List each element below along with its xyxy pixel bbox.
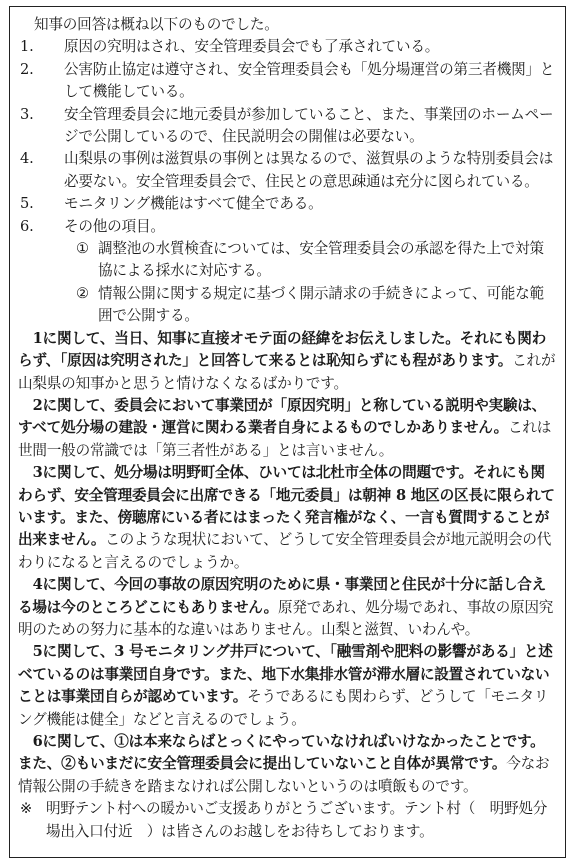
list-item: [18, 216, 558, 238]
paragraph: [18, 328, 558, 395]
sub-item-mark: ②: [76, 284, 89, 302]
note-text: 明野テント村への暖かいご支援ありがとうございます。テント村（ 明野処分場出入口付近 ）は皆さんのお越しをお待ちしております。: [46, 800, 548, 840]
list-item: [18, 148, 558, 193]
paragraph: [18, 641, 558, 731]
item-text: 原因の究明はされ、安全管理委員会でも了承されている。: [64, 38, 440, 56]
paragraph-emphasis: 4に関して、今回の事故の原因究明のために県・事業団と住民が十分に話し合える場は今のところどこにもありません。: [18, 576, 547, 616]
note: [18, 798, 558, 843]
list-item: [18, 59, 558, 104]
item-number: 2.: [20, 60, 34, 78]
paragraph-text: そうであるにも関わらず、どうして「モニタリング機能は健全」などと言えるのでしょう。: [18, 688, 549, 728]
sub-item-text: 調整池の水質検査については、安全管理委員会の承認を得た上で対策協による採水に対応する。: [98, 240, 544, 280]
paragraph: [18, 574, 558, 641]
paragraph-text: これが山梨県の知事かと思うと情けなくなるばかりです。: [18, 352, 556, 392]
item-text: 安全管理委員会に地元委員が参加していること、また、事業団のホームページで公開しているので、住民説明会の開催は必要ない。: [64, 105, 554, 146]
document-body: [18, 14, 558, 843]
item-number: 1.: [20, 38, 34, 56]
paragraph-emphasis: 3に関して、処分場は明野町全体、ひいては北杜市全体の問題です。それにも関わらず、安全管理委員会に出席できる「地元委員」は朝神 8 地区の区長に限られています。また、傍聴席にいる者にはまったく発言権がなく、一言も質問することが出来ません。: [18, 464, 555, 549]
paragraph: [18, 395, 558, 462]
paragraph-emphasis: 5に関して、3 号モニタリング井戸について、「融雪剤や肥料の影響がある」と述べているのは事業団自身です。また、地下水集排水管が滞水層に設置されていないことは事業団自らが認めています。: [18, 643, 553, 706]
commentary: [18, 328, 558, 799]
sub-item: [18, 283, 558, 328]
list-item: [18, 36, 558, 58]
item-text: モニタリング機能はすべて健全である。: [64, 195, 323, 213]
list-item: [18, 104, 558, 149]
paragraph-text: 原発であれ、処分場であれ、事故の原因究明のための努力に基本的な違いはありません。山梨と滋賀、いわんや。: [18, 598, 554, 638]
sub-item-text: 情報公開に関する規定に基づく開示請求の手続きによって、可能な範囲で公開する。: [98, 284, 544, 325]
paragraph-emphasis: 6に関して、①は本来ならばとっくにやっていなければいけなかったことです。また、②もいまだに安全管理委員会に提出していないこと自体が異常です。: [18, 733, 545, 773]
item-number: 6.: [20, 217, 34, 235]
sub-item: [18, 238, 558, 283]
item-text: その他の項目。: [64, 217, 165, 235]
item-text: 公害防止協定は遵守され、安全管理委員会も「処分場運営の第三者機関」として機能している。: [64, 60, 555, 101]
intro-line: 知事の回答は概ね以下のものでした。: [34, 16, 279, 33]
sub-item-mark: ①: [76, 240, 89, 258]
note-mark: ※: [20, 800, 33, 818]
answer-list: [18, 36, 558, 238]
item-number: 3.: [20, 105, 34, 123]
paragraph-text: このような現状において、どうして安全管理委員会が地元説明会の代わりになると言えるのでしょうか。: [18, 531, 552, 571]
paragraph-emphasis: 1に関して、当日、知事に直接オモテ面の経緯をお伝えしました。それにも関わらず、「原因は究明された」と回答して来るとは恥知らずにも程があります。: [18, 329, 547, 370]
item-text: 山梨県の事例は滋賀県の事例とは異なるので、滋賀県のような特別委員会は必要ない。安全管理委員会で、住民との意思疎通は充分に図られている。: [64, 150, 554, 190]
item-number: 4.: [20, 150, 34, 168]
sub-item-list: [18, 238, 558, 328]
paragraph-emphasis: 2に関して、委員会において事業団が「原因究明」と称している説明や実験は、すべて処分場の建設・運営に関わる業者自身によるものでしかありません。: [18, 396, 547, 437]
item-number: 5.: [20, 195, 34, 213]
paragraph: [18, 462, 558, 574]
paragraph-text: 今なお情報公開の手続きを踏まなければ公開しないというのは噴飯ものです。: [18, 755, 550, 795]
list-item: [18, 193, 558, 215]
paragraph: [18, 731, 558, 798]
paragraph-text: これは世間一般の常識では「第三者性がある」とは言いません。: [18, 419, 552, 459]
